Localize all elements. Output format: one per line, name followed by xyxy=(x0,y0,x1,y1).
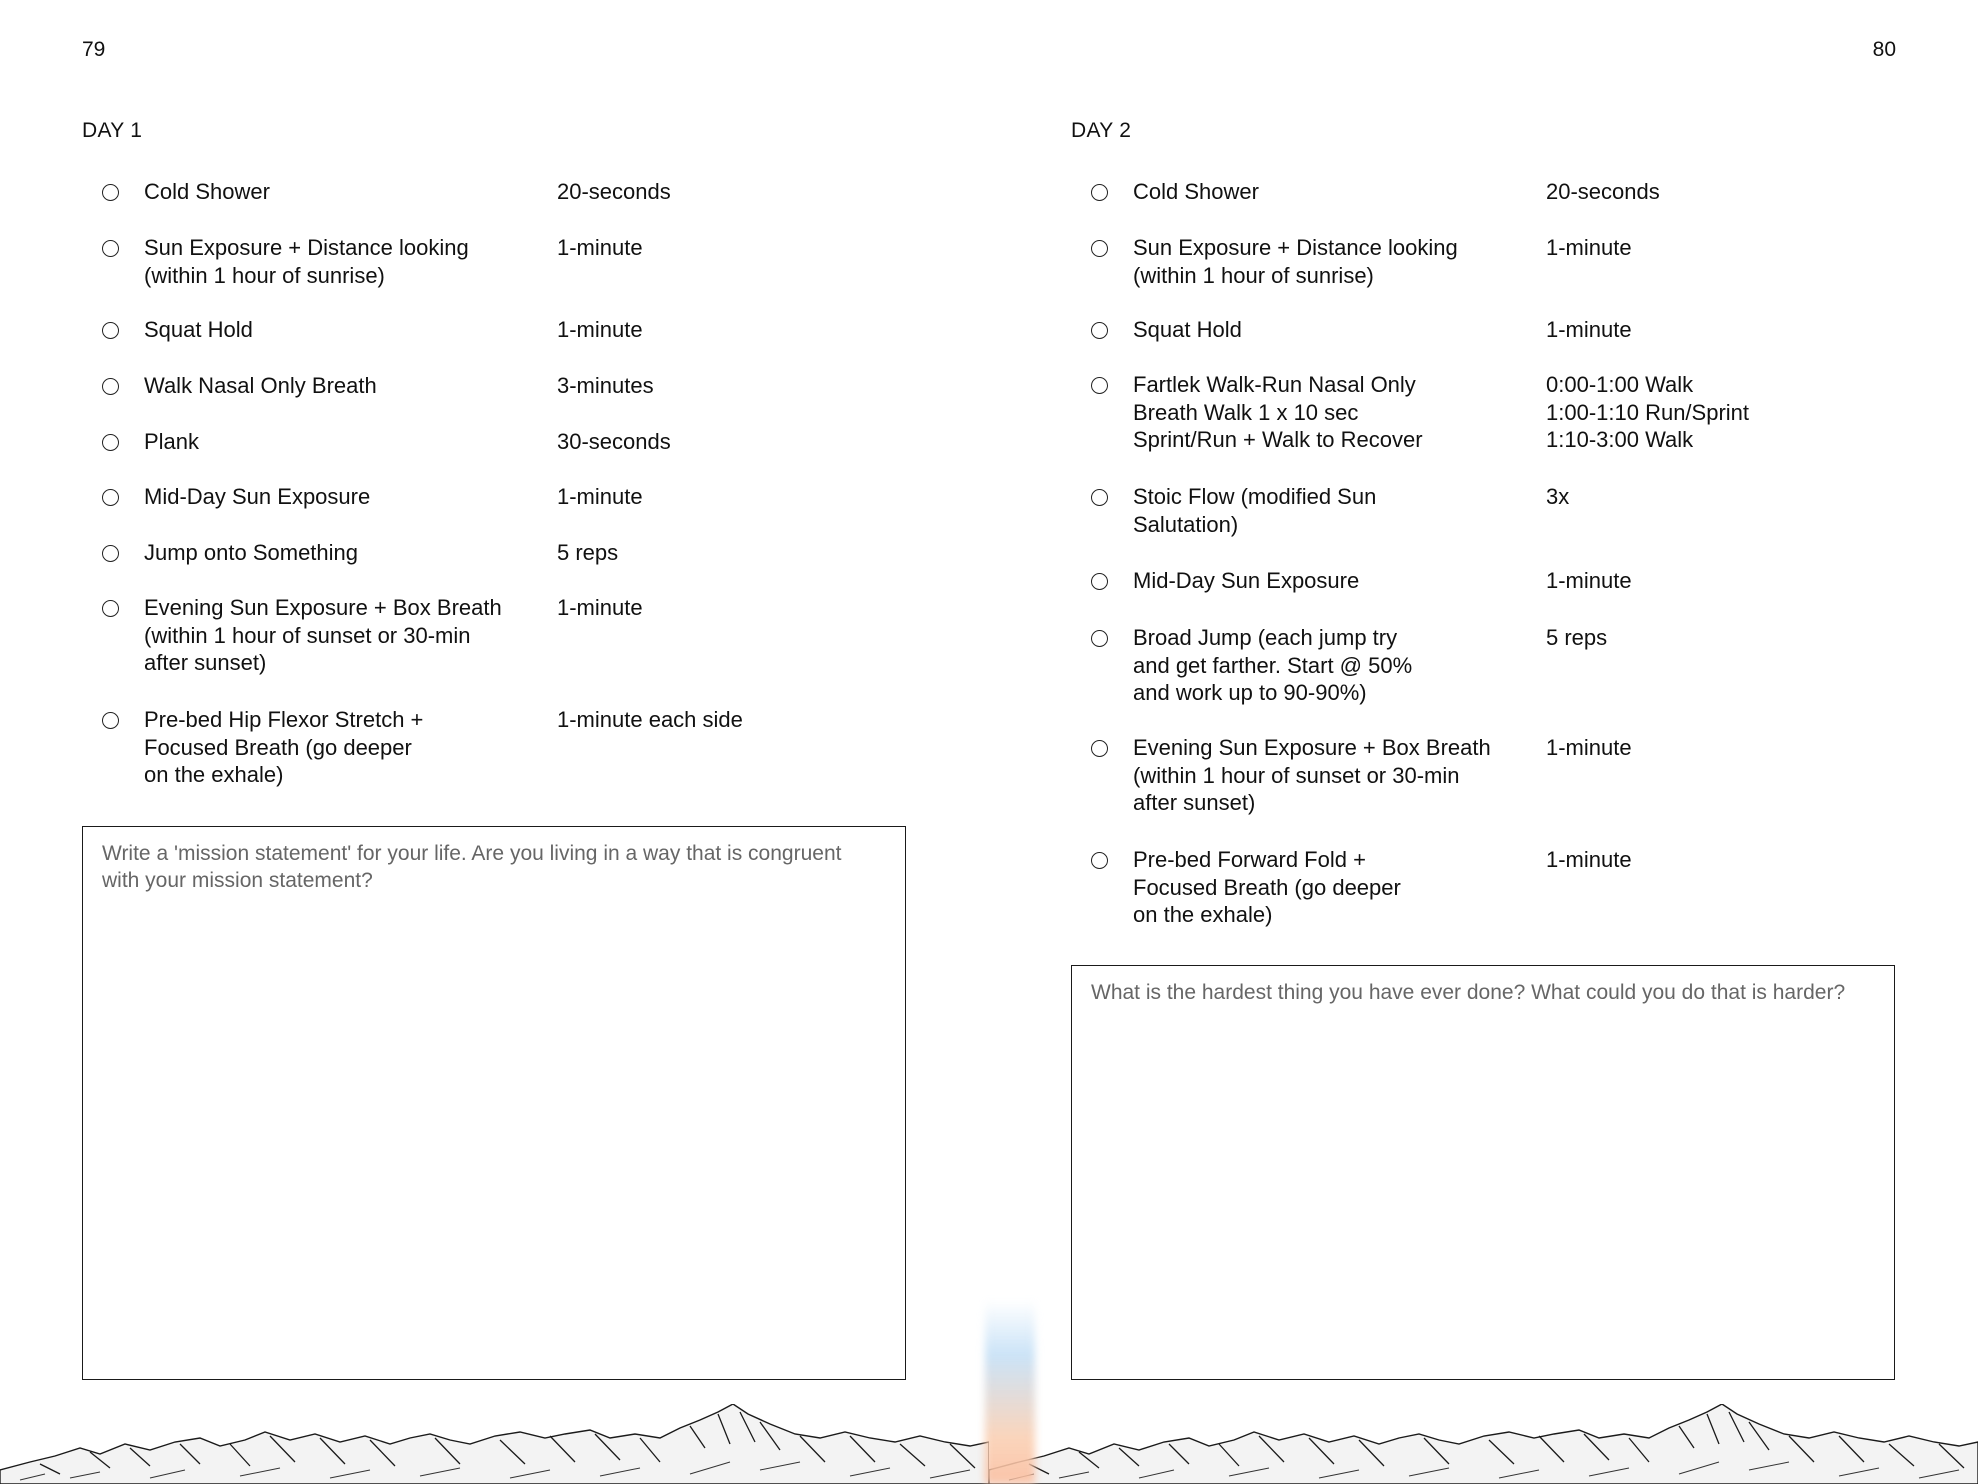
task-label: Pre-bed Hip Flexor Stretch + Focused Breath (go deeper on the exhale) xyxy=(144,707,424,787)
task-amount: 5 reps xyxy=(557,540,619,565)
task-label: Sun Exposure + Distance looking (within 1 hour of sunrise) xyxy=(1133,235,1458,288)
task-label: Cold Shower xyxy=(144,179,270,204)
task-amount: 1-minute xyxy=(1546,317,1632,342)
task-item xyxy=(1091,234,1891,316)
task-label: Squat Hold xyxy=(144,317,253,342)
right-page xyxy=(989,0,1978,1484)
page-number: 80 xyxy=(1872,38,1896,61)
task-amount: 0:00-1:00 Walk 1:00-1:10 Run/Sprint 1:10-3:00 Walk xyxy=(1546,372,1750,452)
task-item xyxy=(1091,371,1891,483)
task-amount: 1-minute xyxy=(1546,235,1632,260)
task-amount: 1-minute xyxy=(557,595,643,620)
journal-prompt-box[interactable] xyxy=(1071,965,1895,1380)
task-item xyxy=(102,594,902,706)
task-checkbox[interactable] xyxy=(102,322,119,339)
task-amount: 20-seconds xyxy=(1546,179,1660,204)
task-checkbox[interactable] xyxy=(102,600,119,617)
task-label: Mid-Day Sun Exposure xyxy=(144,484,371,509)
task-item xyxy=(102,234,902,316)
task-amount: 1-minute xyxy=(557,235,643,260)
task-checkbox[interactable] xyxy=(102,184,119,201)
journal-prompt-box[interactable] xyxy=(82,826,906,1380)
task-label: Sun Exposure + Distance looking (within 1 hour of sunrise) xyxy=(144,235,469,288)
task-checkbox[interactable] xyxy=(1091,322,1108,339)
task-amount: 1-minute xyxy=(1546,735,1632,760)
task-item xyxy=(1091,734,1891,846)
task-item xyxy=(102,483,902,539)
task-amount: 1-minute xyxy=(1546,847,1632,872)
task-item xyxy=(1091,846,1891,958)
task-item xyxy=(1091,483,1891,567)
task-label: Plank xyxy=(144,429,200,454)
task-label: Squat Hold xyxy=(1133,317,1242,342)
task-amount: 1-minute xyxy=(1546,568,1632,593)
task-label: Stoic Flow (modified Sun Salutation) xyxy=(1133,484,1377,537)
task-label: Pre-bed Forward Fold + Focused Breath (go deeper on the exhale) xyxy=(1133,847,1401,927)
task-checkbox[interactable] xyxy=(1091,489,1108,506)
task-checkbox[interactable] xyxy=(1091,184,1108,201)
task-checkbox[interactable] xyxy=(1091,573,1108,590)
task-item xyxy=(102,178,902,234)
journal-prompt-text: What is the hardest thing you have ever done? What could you do that is harder? xyxy=(1091,981,1846,1004)
mountain-range-illustration xyxy=(989,1404,1978,1484)
task-label: Walk Nasal Only Breath xyxy=(144,373,377,398)
journal-prompt-text: Write a 'mission statement' for your life. Are you living in a way that is congruent with your mission statement? xyxy=(102,842,842,892)
task-item xyxy=(1091,316,1891,371)
task-list xyxy=(1091,178,1891,958)
task-amount: 1-minute xyxy=(557,484,643,509)
task-item xyxy=(102,316,902,372)
task-item xyxy=(1091,178,1891,234)
task-checkbox[interactable] xyxy=(102,240,119,257)
task-item xyxy=(102,372,902,428)
task-label: Mid-Day Sun Exposure xyxy=(1133,568,1360,593)
task-label: Broad Jump (each jump try and get farther. Start @ 50% and work up to 90-90%) xyxy=(1133,625,1413,705)
task-amount: 1-minute each side xyxy=(557,707,743,732)
task-checkbox[interactable] xyxy=(102,545,119,562)
task-checkbox[interactable] xyxy=(102,489,119,506)
task-list xyxy=(102,178,902,818)
day-title: DAY 1 xyxy=(82,119,143,142)
task-amount: 1-minute xyxy=(557,317,643,342)
mountain-range-illustration xyxy=(0,1404,989,1484)
task-checkbox[interactable] xyxy=(1091,630,1108,647)
task-checkbox[interactable] xyxy=(1091,852,1108,869)
task-checkbox[interactable] xyxy=(1091,377,1108,394)
task-item xyxy=(102,539,902,594)
task-item xyxy=(1091,624,1891,734)
day-title: DAY 2 xyxy=(1071,119,1132,142)
task-checkbox[interactable] xyxy=(102,378,119,395)
task-checkbox[interactable] xyxy=(1091,240,1108,257)
task-item xyxy=(102,428,902,483)
task-amount: 30-seconds xyxy=(557,429,671,454)
task-item xyxy=(102,706,902,818)
task-amount: 5 reps xyxy=(1546,625,1608,650)
task-label: Cold Shower xyxy=(1133,179,1259,204)
page-number: 79 xyxy=(82,38,106,61)
gutter-shadow xyxy=(985,1300,1035,1484)
task-label: Fartlek Walk-Run Nasal Only Breath Walk 1 x 10 sec Sprint/Run + Walk to Recover xyxy=(1133,372,1423,452)
task-item xyxy=(1091,567,1891,624)
task-label: Evening Sun Exposure + Box Breath (within 1 hour of sunset or 30-min after sunset) xyxy=(1133,735,1491,815)
task-label: Jump onto Something xyxy=(144,540,359,565)
task-checkbox[interactable] xyxy=(102,434,119,451)
task-amount: 3x xyxy=(1546,484,1570,509)
task-label: Evening Sun Exposure + Box Breath (within 1 hour of sunset or 30-min after sunset) xyxy=(144,595,502,675)
task-checkbox[interactable] xyxy=(102,712,119,729)
task-checkbox[interactable] xyxy=(1091,740,1108,757)
task-amount: 3-minutes xyxy=(557,373,654,398)
task-amount: 20-seconds xyxy=(557,179,671,204)
